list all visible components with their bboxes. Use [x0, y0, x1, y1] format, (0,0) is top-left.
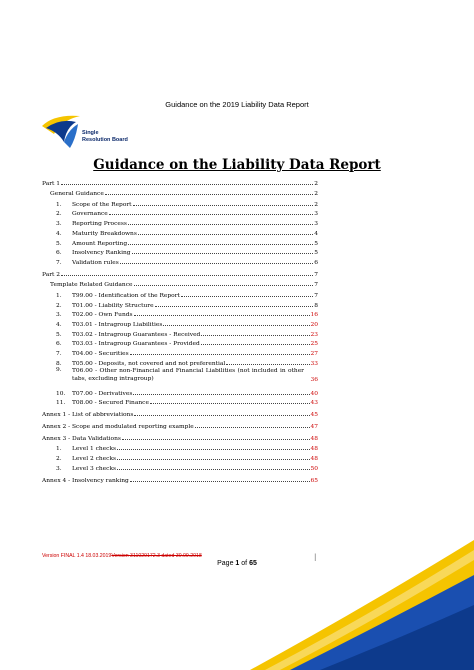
toc-leader-dots [150, 403, 310, 404]
toc-entry[interactable] [56, 299, 318, 309]
toc-leader-dots [117, 449, 309, 450]
logo-line-1: Single [82, 130, 99, 136]
toc-entry-number: 2. [56, 455, 62, 462]
toc-entry-page: 2 [314, 201, 318, 208]
toc-entry-page: 50 [310, 465, 318, 472]
toc-leader-dots [195, 427, 310, 428]
toc-entry[interactable] [56, 387, 318, 397]
toc-entry-page: 7 [314, 292, 318, 299]
page-current: 1 [235, 560, 240, 567]
toc-entry[interactable] [42, 420, 318, 430]
document-title: Guidance on the Liability Data Report [93, 157, 381, 173]
toc-entry-text: T03.01 - Intragroup Liabilities [72, 322, 163, 328]
toc-entry-text: T04.00 - Securities [72, 351, 129, 358]
toc-entry[interactable] [56, 337, 318, 347]
toc-leader-dots [133, 205, 314, 206]
toc-entry-number: 3. [56, 312, 62, 319]
version-previous: Version 311029172.3 dated 30.09.2018 [111, 553, 202, 559]
toc-entry-number: 8. [56, 360, 62, 367]
toc-entry[interactable] [42, 177, 318, 187]
toc-entry-text: Maturity Breakdowns [72, 230, 137, 237]
toc-leader-dots [117, 469, 309, 470]
toc-entry-page: 48 [310, 446, 318, 453]
toc-entry-number: 5. [56, 240, 62, 247]
toc-entry-number: 3. [56, 221, 62, 228]
toc-leader-dots [134, 415, 309, 416]
toc-entry-text: T07.00 - Derivatives [72, 390, 133, 397]
toc-entry-number: 6. [56, 250, 62, 257]
toc-leader-dots [128, 224, 313, 225]
toc-leader-dots [134, 285, 314, 286]
toc-entry-page: 16 [310, 312, 318, 319]
toc-entry-page: 2 [314, 190, 318, 197]
toc-entry[interactable] [56, 289, 318, 299]
toc-entry-page: 23 [310, 331, 318, 338]
toc-entry-page: 47 [310, 424, 318, 431]
toc-entry-page: 33 [310, 360, 318, 367]
toc-entry[interactable] [56, 308, 318, 318]
toc-entry[interactable] [42, 474, 318, 484]
page-number [0, 560, 474, 567]
toc-leader-dots [226, 364, 309, 365]
toc-leader-dots [117, 459, 309, 460]
toc-entry-page: 8 [314, 302, 318, 309]
toc-entry-page: 48 [310, 455, 318, 462]
page-label: Page [217, 560, 234, 567]
toc-entry[interactable] [42, 432, 318, 442]
toc-leader-dots [61, 275, 313, 276]
toc-entry-number: 1. [56, 446, 62, 453]
toc-entry[interactable] [56, 217, 318, 227]
toc-entry-number: 1. [56, 292, 62, 299]
toc-leader-dots [120, 263, 314, 264]
toc-entry-page: 43 [310, 400, 318, 407]
toc-entry[interactable] [56, 198, 318, 208]
toc-entry-text: Template Related Guidance [50, 281, 133, 288]
toc-entry[interactable] [56, 207, 318, 217]
toc-entry-page: 27 [310, 351, 318, 358]
toc-entry-text: T03.03 - Intragroup Guarantees - Provided [72, 341, 200, 348]
toc-entry-page: 7 [314, 281, 318, 288]
toc-entry-page: 5 [314, 240, 318, 247]
toc-leader-dots [134, 315, 310, 316]
toc-entry-page: 6 [314, 259, 318, 266]
toc-entry[interactable] [56, 347, 318, 357]
toc-leader-dots [122, 439, 310, 440]
logo-wordmark [82, 130, 128, 143]
toc-leader-dots [138, 234, 313, 235]
toc-entry-text: Annex 2 - Scope and modulated reporting example [42, 424, 194, 431]
toc-entry-number: 1. [56, 201, 62, 208]
toc-entry-number: 10. [56, 390, 66, 397]
toc-entry-text: Annex 3 - Data Validations [42, 436, 121, 443]
toc-entry-number: 7. [56, 259, 62, 266]
toc-entry-page: 7 [314, 271, 318, 278]
toc-entry-text: Level 3 checks [72, 465, 117, 472]
toc-entry-page: 25 [310, 341, 318, 348]
toc-entry-text: Scope of the Report [72, 201, 132, 208]
toc-leader-dots [130, 481, 310, 482]
toc-leader-dots [105, 194, 313, 195]
toc-entry-text: Validation rules [72, 259, 119, 266]
toc-entry-text: Annex 4 - Insolvency ranking [42, 477, 129, 484]
toc-entry[interactable] [56, 442, 318, 452]
toc-entry-text: Level 1 checks [72, 446, 117, 453]
toc-entry[interactable] [56, 357, 318, 367]
toc-entry[interactable] [50, 278, 318, 288]
version-current: Version FINAL 1.4 18.03.2019 [42, 553, 112, 559]
toc-entry[interactable] [56, 367, 318, 386]
toc-entry-number: 2. [56, 211, 62, 218]
toc-entry-text: T05.00 - Deposits, not covered and not preferential [72, 360, 226, 367]
toc-leader-dots [130, 354, 310, 355]
toc-leader-dots [61, 184, 313, 185]
toc-leader-dots [132, 253, 314, 254]
toc-entry-number: 6. [56, 341, 62, 348]
toc-entry-text: T08.00 - Secured Finance [72, 400, 149, 407]
toc-leader-dots [128, 244, 313, 245]
toc-entry[interactable] [42, 268, 318, 278]
toc-entry-number: 2. [56, 302, 62, 309]
toc-entry-text: Part 2 [42, 271, 61, 278]
toc-entry-page: 5 [314, 250, 318, 257]
toc-entry-text: Level 2 checks [72, 455, 117, 462]
toc-entry-page: 4 [314, 230, 318, 237]
toc-leader-dots [181, 296, 313, 297]
toc-entry[interactable] [56, 246, 318, 256]
toc-entry[interactable] [56, 396, 318, 406]
toc-entry-page: 48 [310, 436, 318, 443]
toc-entry[interactable] [56, 462, 318, 472]
toc-entry-text: T02.00 - Own Funds [72, 312, 133, 319]
toc-entry[interactable] [50, 187, 318, 197]
toc-entry-text: Annex 1 - List of abbreviations [42, 412, 134, 419]
toc-leader-dots [201, 335, 309, 336]
toc-entry-number: 3. [56, 465, 62, 472]
toc-entry-number: 11. [56, 400, 66, 407]
toc-entry-number: 4. [56, 322, 62, 328]
toc-entry-text: Reporting Process [72, 221, 127, 228]
page-of: of [241, 560, 248, 567]
toc-entry[interactable] [56, 328, 318, 338]
toc-entry-text: T99.00 - Identification of the Report [72, 292, 180, 299]
toc-entry-page: 20 [310, 322, 318, 328]
page-total: 65 [249, 560, 257, 567]
toc-entry-text: Part 1 [42, 181, 61, 187]
toc-leader-dots [109, 214, 313, 215]
toc-entry-page: 40 [310, 390, 318, 397]
toc-leader-dots [133, 394, 309, 395]
toc-entry[interactable] [56, 227, 318, 237]
toc-entry[interactable] [42, 408, 318, 418]
toc-entry-page: 2 [314, 181, 318, 187]
toc-entry-text: T01.00 - Liability Structure [72, 302, 154, 309]
toc-leader-dots [163, 325, 309, 326]
toc-entry-text: T03.02 - Intragroup Guarantees - Received [72, 331, 201, 338]
footer-swoosh-decoration [0, 520, 474, 670]
logo-line-2: Resolution Board [82, 136, 128, 143]
toc-entry-page: 36 [310, 376, 318, 383]
toc-entry[interactable] [56, 318, 318, 328]
toc-leader-dots [155, 306, 314, 307]
toc-entry-text: General Guidance [50, 190, 104, 197]
toc-entry-page: 45 [310, 412, 318, 419]
toc-entry-page: 3 [314, 221, 318, 228]
running-header: Guidance on the 2019 Liability Data Report [165, 100, 309, 109]
toc-entry-number: 9. [56, 366, 62, 373]
toc-entry-page: 65 [310, 477, 318, 484]
toc-entry-number: 7. [56, 351, 62, 358]
toc-entry-text: T06.00 - Other non-Financial and Financial Liabilities (not included in other tabs, excluding intragroup) [72, 367, 304, 382]
toc-entry-number: 4. [56, 230, 62, 237]
toc-entry-page: 3 [314, 211, 318, 218]
toc-entry[interactable] [56, 237, 318, 247]
revision-bar: | [314, 553, 317, 561]
toc-entry-text: Insolvency Ranking [72, 250, 131, 257]
toc-entry[interactable] [56, 256, 318, 266]
toc-entry-number: 5. [56, 331, 62, 338]
toc-leader-dots [201, 344, 310, 345]
toc-entry[interactable] [56, 452, 318, 462]
version-footer [42, 553, 202, 559]
toc-entry-text: Amount Reporting [72, 240, 128, 247]
toc-entry-text: Governance [72, 211, 108, 218]
